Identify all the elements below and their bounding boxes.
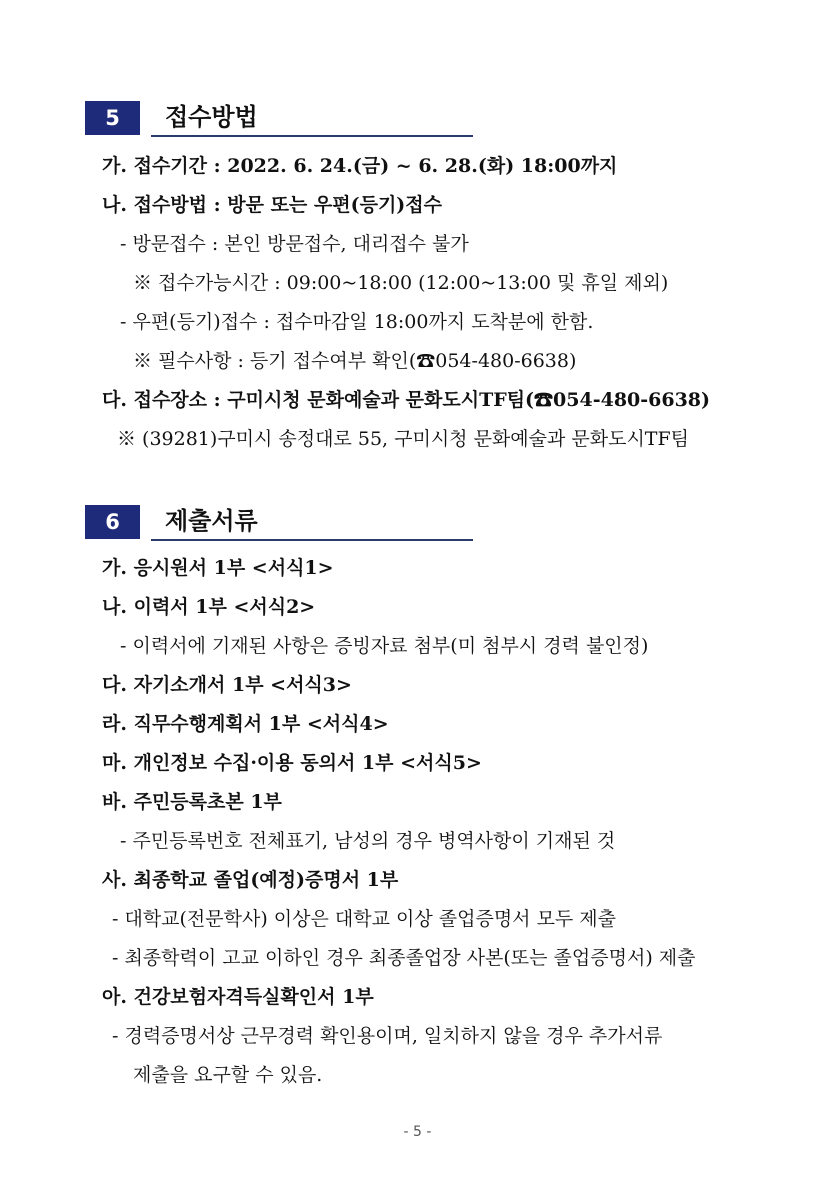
visit-reception: - 방문접수 : 본인 방문접수, 대리접수 불가 [120,233,469,255]
section-5-header [85,101,475,135]
doc-graduation-certificate: 사. 최종학교 졸업(예정)증명서 1부 [102,869,399,891]
required-note: ※ 필수사항 : 등기 접수여부 확인(☎054-480-6638) [133,350,577,372]
section-number-badge: 5 [85,101,140,135]
doc-self-introduction: 다. 자기소개서 1부 <서식3> [102,674,352,696]
doc-resume: 나. 이력서 1부 <서식2> [102,596,316,618]
health-insurance-note-cont: 제출을 요구할 수 있음. [133,1064,323,1086]
doc-application-form: 가. 응시원서 1부 <서식1> [102,557,334,579]
resume-note: - 이력서에 기재된 사항은 증빙자료 첨부(미 첨부시 경력 불인정) [120,635,649,657]
doc-resident-abstract: 바. 주민등록초본 1부 [102,791,282,813]
address-note: ※ (39281)구미시 송정대로 55, 구미시청 문화예술과 문화도시TF팀 [117,428,690,450]
doc-health-insurance: 아. 건강보험자격득실확인서 1부 [102,986,374,1008]
section-title: 제출서류 [165,507,258,535]
reception-place: 다. 접수장소 : 구미시청 문화예술과 문화도시TF팀(☎054-480-6638) [102,389,711,411]
reception-method: 나. 접수방법 : 방문 또는 우편(등기)접수 [102,194,442,216]
section-underline [151,135,473,137]
graduation-note-highschool: - 최종학력이 고교 이하인 경우 최종졸업장 사본(또는 졸업증명서) 제출 [112,947,696,969]
section-number-badge: 6 [85,505,140,539]
doc-privacy-consent: 마. 개인정보 수집·이용 동의서 1부 <서식5> [102,752,482,774]
reception-period: 가. 접수기간 : 2022. 6. 24.(금) ~ 6. 28.(화) 18:00까지 [102,155,618,177]
resident-abstract-note: - 주민등록번호 전체표기, 남성의 경우 병역사항이 기재된 것 [120,830,616,852]
section-title: 접수방법 [165,103,258,131]
section-6-header [85,505,475,539]
mail-reception: - 우편(등기)접수 : 접수마감일 18:00까지 도착분에 한함. [120,311,594,333]
graduation-note-university: - 대학교(전문학사) 이상은 대학교 이상 졸업증명서 모두 제출 [112,908,617,930]
health-insurance-note: - 경력증명서상 근무경력 확인용이며, 일치하지 않을 경우 추가서류 [112,1025,663,1047]
reception-hours-note: ※ 접수가능시간 : 09:00~18:00 (12:00~13:00 및 휴일 제외) [133,272,669,294]
section-underline [151,539,473,541]
page-number: - 5 - [403,1124,432,1140]
doc-job-plan: 라. 직무수행계획서 1부 <서식4> [102,713,389,735]
